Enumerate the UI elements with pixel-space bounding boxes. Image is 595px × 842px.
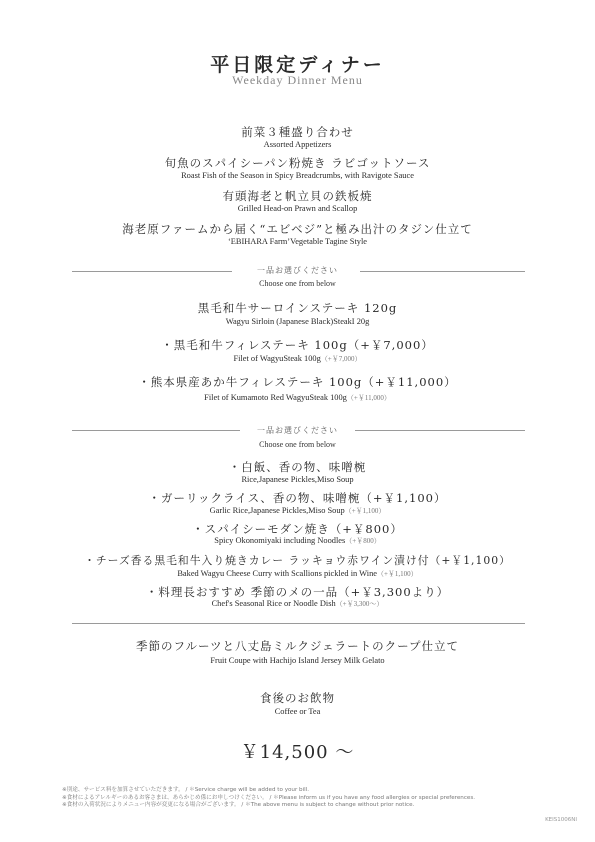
course-name-jp: 有頭海老と帆立貝の鉄板焼: [222, 189, 373, 203]
main-dish-en: Filet of WagyuSteak 100g: [233, 354, 321, 363]
dessert-en: Fruit Coupe with Hachijo Island Jersey Milk Gelato: [210, 656, 385, 665]
rice-dish-en: Spicy Okonomiyaki including Noodles: [214, 536, 346, 545]
surcharge-note: （+￥1,100）: [344, 507, 386, 515]
rice-dish-en: Chef's Seasonal Rice or Noodle Dish: [211, 599, 336, 608]
main-dish-en-row: [0, 393, 595, 403]
rice-dish-jp: ・スパイシーモダン焼き（+￥800）: [192, 522, 403, 536]
course-name-en: ‘EBIHARA Farm’Vegetable Tagine Style: [227, 237, 368, 246]
course-price: ￥14,500 〜: [240, 742, 355, 763]
drink-jp: 食後のお飲物: [260, 691, 335, 705]
footnote: ※別途、サービス料を加算させていただきます。 / ＊Service charge will be added to your bill.: [62, 787, 310, 793]
rice-dish-en-row: [0, 599, 595, 609]
main-dish-jp: 黒毛和牛サーロインステーキ 120g: [197, 301, 398, 315]
course-name-jp: 前菜３種盛り合わせ: [241, 125, 354, 139]
main-dish-en: Wagyu Sirloin (Japanese Black)SteakI 20g: [225, 317, 370, 326]
course-name-en: Roast Fish of the Season in Spicy Breadcrumbs, with Ravigote Sauce: [181, 171, 414, 180]
surcharge-note: （+￥1,100）: [376, 570, 418, 578]
choose-one-label-en: Choose one from below: [259, 440, 336, 449]
footnote: ※食材の入荷状況によりメニュー内容が変更になる場合がございます。 / ＊The above menu is subject to change without prior notice.: [62, 802, 415, 809]
footnotes: [62, 787, 475, 810]
rice-dish-jp: ・料理長おすすめ 季節のメの一品（+￥3,300より）: [145, 585, 450, 599]
menu-title: 平日限定ディナー: [210, 54, 385, 76]
choose-one-label-jp: 一品お選びください: [257, 266, 338, 275]
footnote: ※食材によるアレルギーのあるお客さまは、あらかじめ係にお申しつけください。 / ＊Please inform us if you have any food allergies or special preferences.: [62, 794, 476, 801]
main-dish-en-row: [0, 354, 595, 364]
main-dish-jp: ・熊本県産あか牛フィレステーキ 100g（+￥11,000）: [138, 375, 457, 389]
rice-dish-jp: ・チーズ香る黒毛和牛入り焼きカレー ラッキョウ赤ワイン漬け付（+￥1,100）: [84, 554, 511, 567]
main-dish-jp: ・黒毛和牛フィレステーキ 100g（+￥7,000）: [161, 338, 434, 352]
rice-dish-en: Garlic Rice,Japanese Pickles,Miso Soup: [209, 506, 345, 515]
surcharge-note: （+￥3,300〜）: [335, 600, 384, 608]
rice-dish-en-row: [0, 569, 595, 579]
drink-en: Coffee or Tea: [274, 707, 321, 716]
course-name-jp: 海老原ファームから届く“エビベジ”と極み出汁のタジン仕立て: [122, 222, 473, 236]
surcharge-note: （+￥11,000）: [346, 394, 391, 402]
course-name-en: Grilled Head-on Prawn and Scallop: [237, 204, 358, 213]
section-divider: [72, 623, 525, 624]
rice-dish-en: Baked Wagyu Cheese Curry with Scallions pickled in Wine: [177, 569, 377, 578]
choose-one-label-en: Choose one from below: [259, 279, 336, 288]
document-code: KEIS1006NI: [545, 817, 577, 823]
course-name-en: Assorted Appetizers: [263, 140, 332, 149]
surcharge-note: （+￥7,000）: [320, 355, 362, 363]
rice-dish-jp: ・ガーリックライス、香の物、味噌椀（+￥1,100）: [148, 491, 447, 505]
course-name-jp: 旬魚のスパイシーパン粉焼き ラビゴットソース: [164, 156, 431, 170]
rice-dish-en: Rice,Japanese Pickles,Miso Soup: [241, 475, 354, 484]
choose-one-label-jp: 一品お選びください: [257, 426, 338, 435]
dessert-jp: 季節のフルーツと八丈島ミルクジェラートのクープ仕立て: [135, 639, 460, 653]
rice-dish-jp: ・白飯、香の物、味噌椀: [228, 460, 367, 474]
rice-dish-en-row: [0, 506, 595, 516]
main-dish-en: Filet of Kumamoto Red WagyuSteak 100g: [204, 393, 347, 402]
surcharge-note: （+￥800）: [345, 537, 381, 545]
rice-dish-en-row: [0, 536, 595, 546]
menu-subtitle: Weekday Dinner Menu: [232, 73, 363, 87]
